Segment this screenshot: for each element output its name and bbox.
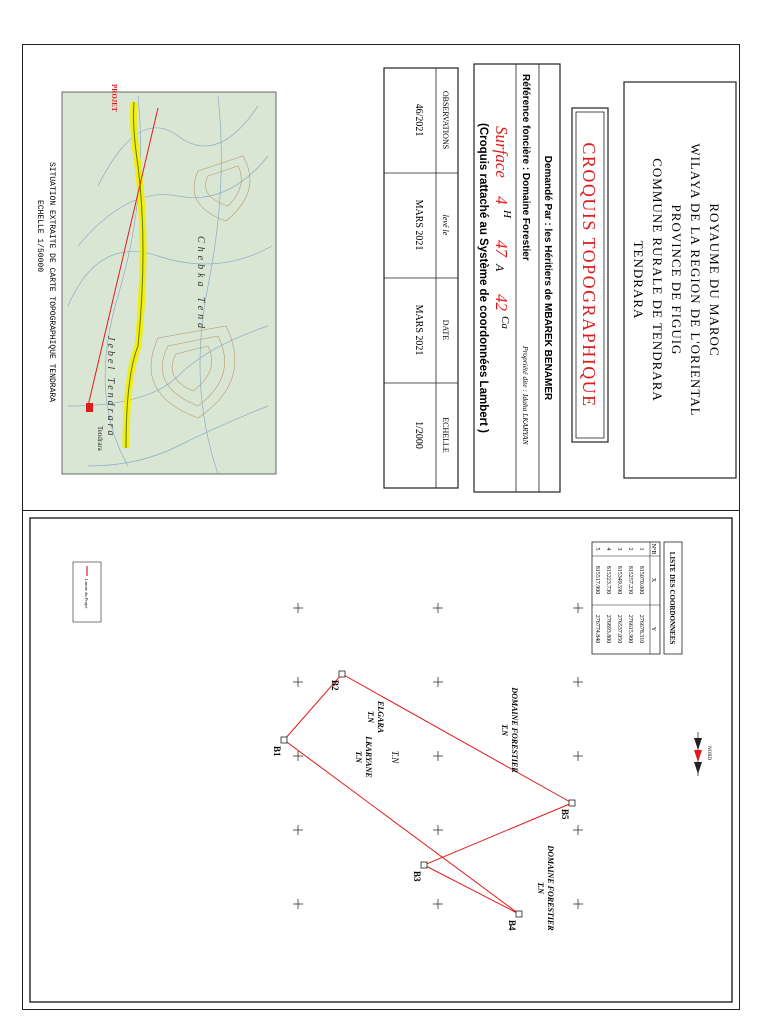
borne-marker [281, 737, 287, 743]
borne-marker [516, 911, 522, 917]
coords-header-x: X [650, 577, 656, 583]
map-caption-2: ECHELLE 1/50000 [35, 199, 44, 273]
plan-section [24, 512, 738, 1008]
coords-cell: 276615.900 [627, 614, 633, 644]
surface-a-unit: A [493, 264, 507, 272]
neighbor-elgara-tn: T.N [366, 711, 375, 723]
table-header-date: DATE [441, 319, 450, 341]
coords-cell: 3 [616, 547, 622, 551]
place-label-jebel: Jebel Tendrara [105, 336, 116, 439]
document-header-section [24, 46, 738, 508]
neighbor-domaine-top-tn: T.N [500, 724, 509, 736]
coordinates-table [592, 542, 682, 654]
surface-hectares: 4 [492, 196, 511, 205]
legend [73, 562, 101, 622]
coords-cell: 4 [605, 547, 611, 551]
table-header-observations: OBSERVATIONS [441, 90, 450, 150]
coords-cell: 1 [638, 547, 644, 551]
table-value-leve: MARS 2021 [413, 199, 424, 251]
coords-cell: 5 [594, 547, 600, 551]
north-arrow-icon [694, 732, 711, 776]
place-label-tendrara: Tendrara [96, 426, 104, 451]
north-label: NORD [706, 746, 711, 761]
surface-label: Surface [492, 126, 511, 178]
situation-map [62, 84, 276, 474]
projet-label: PROJET [110, 84, 118, 112]
neighbor-domaine-top: DOMAINE FORESTIER [510, 687, 519, 773]
table-value-observations: 46/2021 [413, 103, 424, 137]
reference-fonciere: Référence foncière : Domaine Forestier [520, 74, 531, 261]
coords-cell: 276537.050 [616, 614, 622, 644]
borne-label: B3 [412, 871, 422, 882]
coords-title: LISTE DES COORDONNEES [668, 551, 676, 645]
neighbor-lkaryane: LKARYANE [364, 736, 373, 778]
header-line-5: TENDRARA [631, 240, 646, 320]
borne-label: B4 [507, 920, 517, 931]
coords-cell: 815517.900 [594, 565, 600, 595]
coords-cell: 815349.590 [616, 565, 622, 595]
coords-cell: 815070.000 [638, 565, 644, 595]
coords-cell: 276774.840 [594, 614, 600, 644]
neighbor-lkaryane-tn: T.N [354, 751, 363, 763]
coords-cell: 815257.230 [627, 565, 633, 595]
coords-cell: 815223.730 [605, 565, 611, 595]
surface-centiares: 42 [492, 294, 511, 311]
coords-cell: 276893.800 [605, 614, 611, 644]
borne-label: B2 [330, 680, 340, 691]
surface-h-unit: H [501, 210, 513, 218]
borne-marker [421, 862, 427, 868]
borne-marker [339, 671, 345, 677]
project-location-marker [86, 403, 93, 412]
table-header-leve: levé le [441, 214, 450, 236]
borne-label: B1 [272, 746, 282, 757]
header-line-4: COMMUNE RURALE DE TENDRARA [650, 158, 665, 402]
lambert-note: (Croquis rattaché au Système de coordonnées Lambert ) [477, 123, 489, 433]
coords-cell: 276678.310 [638, 614, 644, 644]
document-title: CROQUIS TOPOGRAPHIQUE [579, 142, 599, 408]
table-header-echelle: ECHELLE [441, 417, 450, 453]
surface-ares: 47 [492, 240, 511, 257]
place-label-chebka: Chebka Tend [195, 236, 206, 333]
parcel-center-tn: T.N [390, 750, 400, 764]
header-line-2: WILAYA DE LA REGION DE L'ORIENTAL [688, 143, 703, 417]
map-caption-1: SITUATION EXTRAITE DE CARTE TOPOGRAPHIQUE TENDRARA [47, 161, 56, 403]
neighbor-domaine-bottom: DOMAINE FORESTIER [546, 845, 555, 931]
table-value-echelle: 1/2000 [413, 421, 424, 449]
header-line-3: PROVINCE DE FIGUIG [669, 204, 684, 356]
table-value-date: MARS 2021 [413, 304, 424, 356]
coords-header-nb: N°B [650, 543, 656, 555]
legend-label: Limite du Projet [84, 579, 89, 609]
coords-cell: 2 [627, 547, 633, 551]
plan-frame [30, 518, 732, 1002]
parcel-boundary [284, 674, 572, 914]
borne-marker [569, 800, 575, 806]
header-line-1: ROYAUME DU MAROC [707, 203, 722, 357]
surface-ca-unit: Ca [499, 316, 511, 329]
propriete-dite: Propriété dite : Idaha LKARYAN [521, 346, 530, 445]
neighbor-elgara: ELGARA [376, 700, 385, 734]
neighbor-domaine-bottom-tn: T.N [536, 882, 545, 894]
coordinate-grid [293, 603, 583, 909]
coords-header-y: Y [650, 626, 656, 632]
demande-par: Demandé Par : les Héritiers de MBAREK BENAMER [542, 155, 553, 401]
section-divider [22, 510, 740, 511]
borne-label: B5 [560, 809, 570, 820]
